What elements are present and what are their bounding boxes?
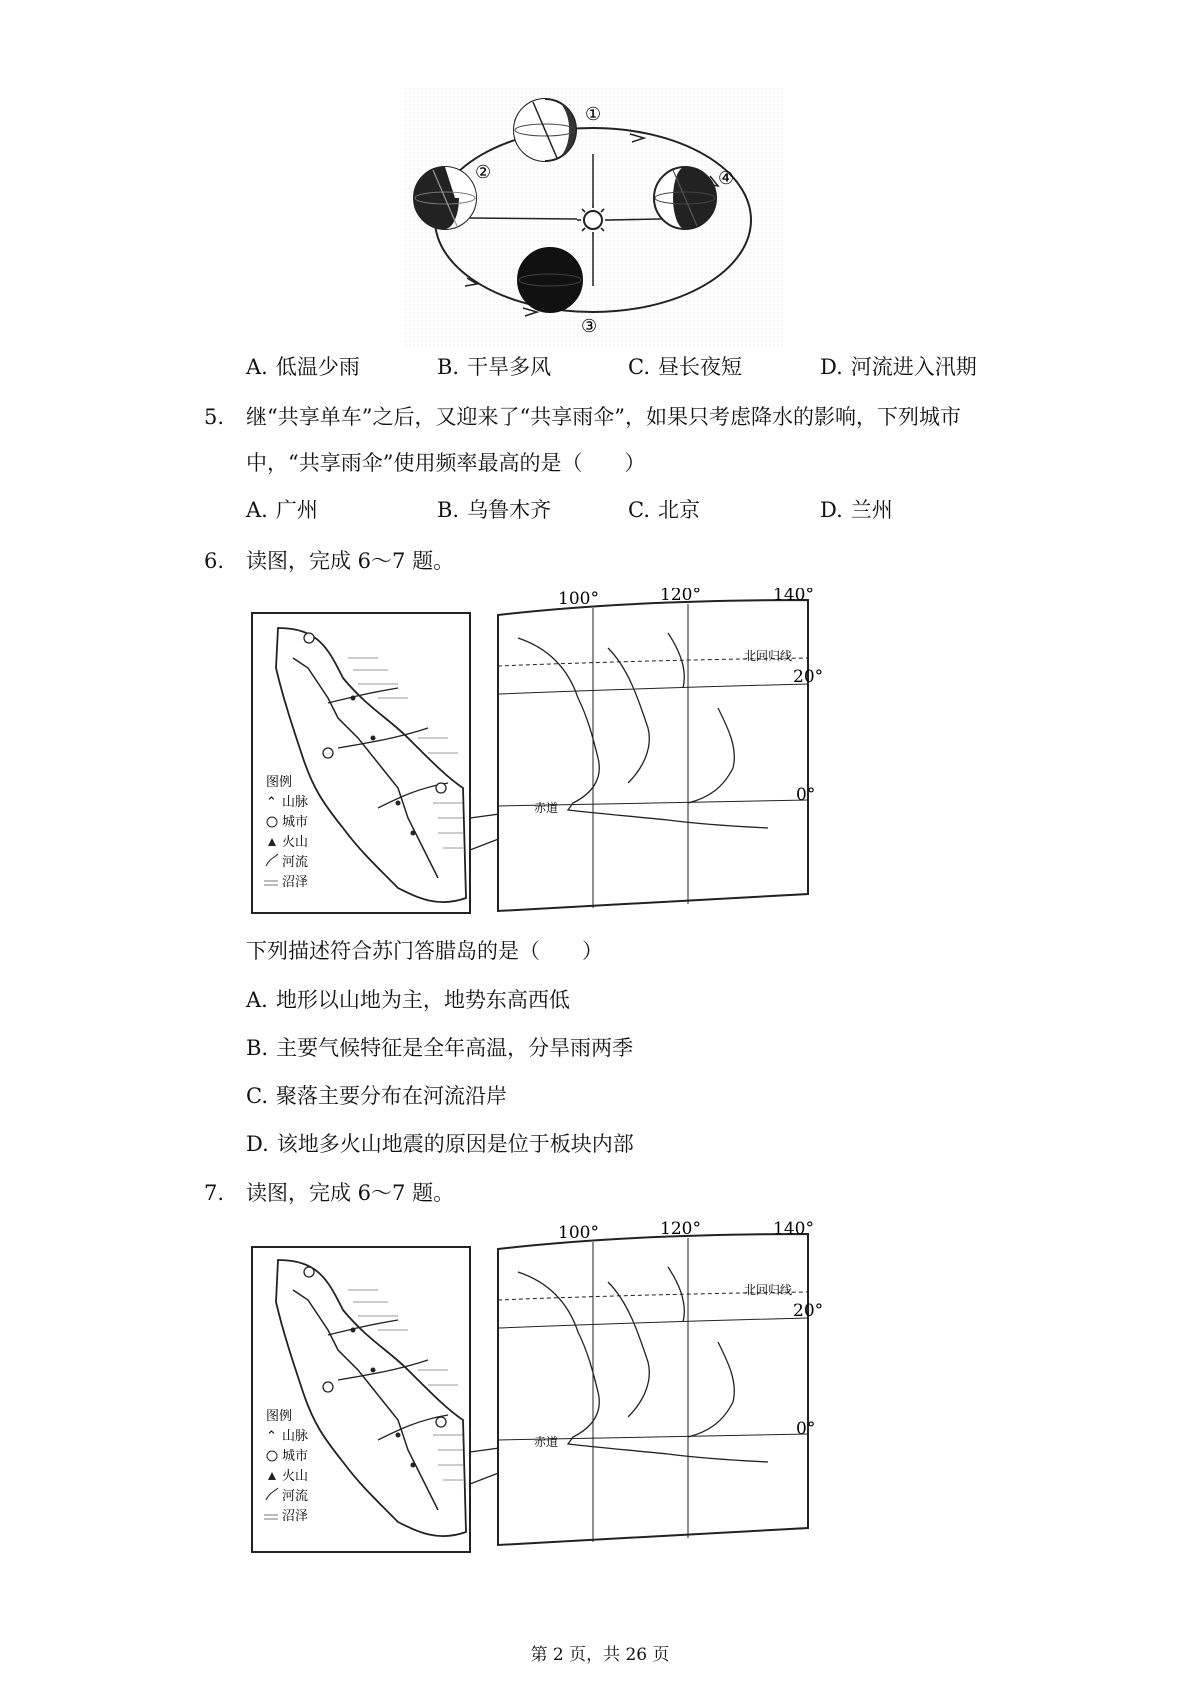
- lon-100: 100°: [558, 589, 599, 609]
- legend-mountain: 山脉: [282, 795, 309, 810]
- q5-number: 5.: [204, 405, 225, 429]
- q4-option-b: B. 干旱多风: [437, 355, 552, 379]
- q6-question: 下列描述符合苏门答腊岛的是（ ）: [246, 939, 603, 963]
- q5-option-b: B. 乌鲁木齐: [437, 498, 552, 522]
- sumatra-map-figure-1: [248, 588, 828, 923]
- q7-stem: 读图，完成 6～7 题。: [246, 1181, 455, 1205]
- equator-label: 赤道: [534, 801, 559, 815]
- lon-140: 140°: [773, 1220, 814, 1239]
- q6-option-c: C. 聚落主要分布在河流沿岸: [246, 1084, 507, 1108]
- sumatra-map-figure-2: [248, 1220, 828, 1560]
- q4-option-a: A. 低温少雨: [246, 355, 360, 379]
- svg-text:⌃: ⌃: [266, 795, 277, 810]
- lat-20: 20°: [793, 667, 824, 687]
- svg-text:②: ②: [475, 162, 492, 183]
- legend-river: 河流: [282, 1489, 309, 1504]
- q6-stem: 读图，完成 6～7 题。: [246, 549, 455, 573]
- legend-volcano: 火山: [282, 1469, 309, 1484]
- q4-option-c: C. 昼长夜短: [628, 355, 742, 379]
- svg-text:⌃: ⌃: [266, 1429, 277, 1444]
- legend-river: 河流: [282, 855, 309, 870]
- lon-100: 100°: [558, 1223, 599, 1243]
- q4-option-d: D. 河流进入汛期: [820, 355, 977, 379]
- q6-option-a: A. 地形以山地为主，地势东高西低: [246, 988, 570, 1012]
- legend-swamp: 沼泽: [282, 875, 309, 890]
- legend-title: 图例: [266, 775, 293, 790]
- tropic-label: 北回归线: [744, 1283, 793, 1297]
- q5-option-d: D. 兰州: [820, 498, 893, 522]
- q5-stem-line2: 中，“共享雨伞”使用频率最高的是（ ）: [246, 451, 646, 475]
- q5-option-a: A. 广州: [246, 498, 318, 522]
- svg-text:①: ①: [585, 104, 602, 125]
- q6-option-d: D. 该地多火山地震的原因是位于板块内部: [246, 1132, 634, 1156]
- legend-mountain: 山脉: [282, 1429, 309, 1444]
- svg-text:③: ③: [581, 316, 598, 337]
- lon-120: 120°: [660, 1220, 701, 1239]
- lon-140: 140°: [773, 588, 814, 605]
- earth-orbit-figure: [405, 88, 785, 346]
- lat-0: 0°: [796, 1419, 816, 1439]
- lat-20: 20°: [793, 1301, 824, 1321]
- tropic-label: 北回归线: [744, 649, 793, 663]
- legend-swamp: 沼泽: [282, 1509, 309, 1524]
- equator-label: 赤道: [534, 1435, 559, 1449]
- page-footer: 第 2 页，共 26 页: [530, 1645, 670, 1665]
- svg-text:④: ④: [718, 168, 735, 189]
- q7-number: 7.: [204, 1181, 225, 1205]
- legend-city: 城市: [282, 815, 309, 830]
- q6-option-b: B. 主要气候特征是全年高温，分旱雨两季: [246, 1036, 634, 1060]
- q5-option-c: C. 北京: [628, 498, 700, 522]
- q5-stem-line1: 继“共享单车”之后，又迎来了“共享雨伞”，如果只考虑降水的影响，下列城市: [246, 405, 961, 429]
- legend-title: 图例: [266, 1409, 293, 1424]
- q6-number: 6.: [204, 549, 225, 573]
- lon-120: 120°: [660, 588, 701, 605]
- legend-city: 城市: [282, 1449, 309, 1464]
- legend-volcano: 火山: [282, 835, 309, 850]
- lat-0: 0°: [796, 785, 816, 805]
